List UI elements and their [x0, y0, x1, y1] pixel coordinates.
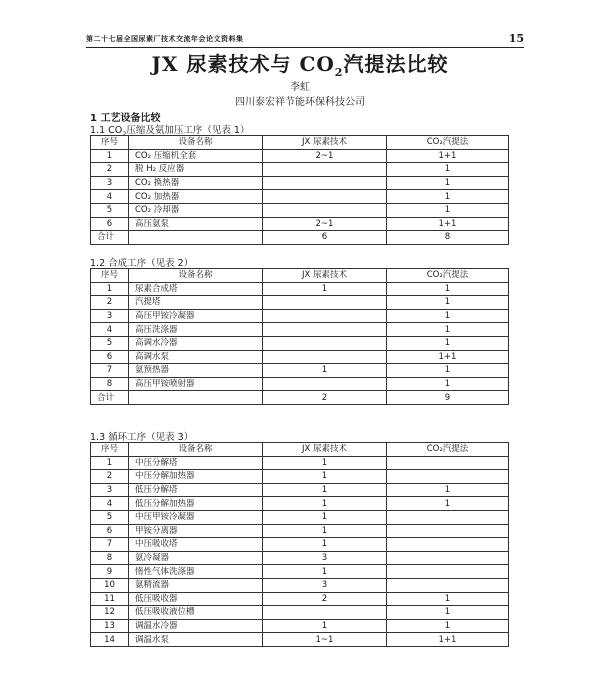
author-name: 李虹 — [290, 82, 310, 93]
jx-technology-cell — [263, 323, 387, 337]
co2-stripping-cell — [387, 470, 509, 484]
column-header: JX 尿素技术 — [263, 136, 387, 150]
jx-technology-cell: 1 — [263, 565, 387, 579]
jx-technology-cell — [263, 377, 387, 391]
equipment-name-cell: 高压甲铵喷射器 — [129, 377, 263, 391]
jx-technology-cell — [263, 350, 387, 364]
column-header: 设备名称 — [129, 269, 263, 283]
co2-stripping-cell — [387, 510, 509, 524]
co2-stripping-cell: 1 — [387, 497, 509, 511]
equipment-name-cell: 中压分解塔 — [129, 456, 263, 470]
row-number-cell: 13 — [91, 619, 129, 633]
table-row — [91, 323, 509, 337]
row-number-cell: 1 — [91, 149, 129, 163]
table-row — [91, 282, 509, 296]
jx-technology-cell: 2~1 — [263, 217, 387, 231]
table1 — [90, 135, 509, 245]
table-row — [91, 633, 509, 647]
equipment-name-cell: 高压氨泵 — [129, 217, 263, 231]
equipment-name-cell: 脱 H₂ 反应器 — [129, 163, 263, 177]
equipment-name-cell: CO₂ 冷却器 — [129, 203, 263, 217]
total-label-cell: 合计 — [91, 391, 129, 405]
equipment-name-cell: 高压洗涤器 — [129, 323, 263, 337]
table-row — [91, 565, 509, 579]
jx-technology-cell — [263, 203, 387, 217]
equipment-name-cell: 氨预热器 — [129, 364, 263, 378]
co2-stripping-cell: 1 — [387, 176, 509, 190]
equipment-name-cell: 低压分解塔 — [129, 483, 263, 497]
co2-stripping-cell: 8 — [387, 231, 509, 245]
co2-stripping-cell: 1+1 — [387, 350, 509, 364]
page-number: 15 — [508, 32, 524, 45]
caption-pre: 1.1 CO — [90, 125, 123, 136]
table-row — [91, 364, 509, 378]
row-number-cell: 12 — [91, 606, 129, 620]
row-number-cell: 1 — [91, 282, 129, 296]
co2-stripping-cell: 1 — [387, 309, 509, 323]
equipment-name-cell: 高调水泵 — [129, 350, 263, 364]
table-row — [91, 309, 509, 323]
total-label-cell: 合计 — [91, 231, 129, 245]
equipment-name-cell — [129, 391, 263, 405]
jx-technology-cell: 2 — [263, 592, 387, 606]
equipment-name-cell: 惰性气体洗涤器 — [129, 565, 263, 579]
table-row — [91, 377, 509, 391]
title-post: 汽提法比较 — [343, 52, 449, 76]
jx-technology-cell — [263, 190, 387, 204]
equipment-name-cell: 高压甲铵冷凝器 — [129, 309, 263, 323]
equipment-name-cell: 中压甲铵冷凝器 — [129, 510, 263, 524]
equipment-name-cell: 尿素合成塔 — [129, 282, 263, 296]
jx-technology-cell: 1 — [263, 510, 387, 524]
table-row — [91, 606, 509, 620]
co2-stripping-cell: 1 — [387, 592, 509, 606]
row-number-cell: 5 — [91, 203, 129, 217]
jx-technology-cell: 1 — [263, 364, 387, 378]
table-row — [91, 456, 509, 470]
jx-technology-cell: 1 — [263, 538, 387, 552]
equipment-name-cell: CO₂ 加热器 — [129, 190, 263, 204]
equipment-name-cell: 低压吸收液位槽 — [129, 606, 263, 620]
co2-stripping-cell: 1 — [387, 282, 509, 296]
column-header: CO₂汽提法 — [387, 269, 509, 283]
co2-stripping-cell: 1 — [387, 483, 509, 497]
journal-name: 第二十七届全国尿素厂技术交流年会论文资料集 — [86, 35, 244, 43]
table-row — [91, 217, 509, 231]
table-row — [91, 483, 509, 497]
table-row — [91, 190, 509, 204]
row-number-cell: 7 — [91, 538, 129, 552]
row-number-cell: 3 — [91, 483, 129, 497]
equipment-name-cell: 中压吸收塔 — [129, 538, 263, 552]
table-row — [91, 551, 509, 565]
equipment-name-cell: 氨精流器 — [129, 578, 263, 592]
row-number-cell: 4 — [91, 323, 129, 337]
row-number-cell: 10 — [91, 578, 129, 592]
section-heading: 1 工艺设备比较 — [90, 113, 161, 124]
caption-sub: 2 — [122, 129, 127, 138]
equipment-name-cell: 高调水冷器 — [129, 336, 263, 350]
table-header-row — [91, 269, 509, 283]
co2-stripping-cell: 9 — [387, 391, 509, 405]
jx-technology-cell: 2 — [263, 391, 387, 405]
table-row — [91, 149, 509, 163]
table-row — [91, 510, 509, 524]
equipment-name-cell: 汽提塔 — [129, 296, 263, 310]
equipment-name-cell: 氨冷凝器 — [129, 551, 263, 565]
equipment-name-cell: CO₂ 换热器 — [129, 176, 263, 190]
co2-stripping-cell — [387, 538, 509, 552]
jx-technology-cell: 1 — [263, 470, 387, 484]
co2-stripping-cell — [387, 456, 509, 470]
row-number-cell: 6 — [91, 524, 129, 538]
equipment-name-cell: 甲铵分离器 — [129, 524, 263, 538]
row-number-cell: 7 — [91, 364, 129, 378]
page-title — [0, 48, 600, 79]
equipment-name-cell: CO₂ 压缩机全套 — [129, 149, 263, 163]
jx-technology-cell — [263, 163, 387, 177]
jx-technology-cell: 6 — [263, 231, 387, 245]
equipment-name-cell: 调温水冷器 — [129, 619, 263, 633]
table-row — [91, 163, 509, 177]
table-row — [91, 296, 509, 310]
co2-stripping-cell: 1 — [387, 606, 509, 620]
equipment-name-cell: 低压吸收器 — [129, 592, 263, 606]
table3-caption: 1.3 循环工序（见表 3） — [90, 432, 194, 443]
jx-technology-cell — [263, 176, 387, 190]
jx-technology-cell: 1 — [263, 619, 387, 633]
co2-stripping-cell: 1 — [387, 377, 509, 391]
column-header: JX 尿素技术 — [263, 269, 387, 283]
table-row — [91, 524, 509, 538]
jx-technology-cell — [263, 296, 387, 310]
row-number-cell: 4 — [91, 190, 129, 204]
jx-technology-cell: 1 — [263, 282, 387, 296]
row-number-cell: 8 — [91, 551, 129, 565]
row-number-cell: 3 — [91, 309, 129, 323]
jx-technology-cell: 3 — [263, 578, 387, 592]
table-row — [91, 176, 509, 190]
co2-stripping-cell: 1+1 — [387, 149, 509, 163]
table-total-row — [91, 231, 509, 245]
row-number-cell: 5 — [91, 336, 129, 350]
table-header-row — [91, 443, 509, 457]
row-number-cell: 5 — [91, 510, 129, 524]
caption-post: 压缩及氨加压工序（见表 1） — [126, 125, 250, 136]
table-row — [91, 538, 509, 552]
co2-stripping-cell — [387, 565, 509, 579]
co2-stripping-cell: 1 — [387, 203, 509, 217]
table-row — [91, 203, 509, 217]
row-number-cell: 6 — [91, 350, 129, 364]
title-pre: JX 尿素技术与 CO — [151, 52, 335, 76]
equipment-name-cell: 调温水泵 — [129, 633, 263, 647]
table-row — [91, 578, 509, 592]
co2-stripping-cell: 1 — [387, 163, 509, 177]
row-number-cell: 8 — [91, 377, 129, 391]
row-number-cell: 2 — [91, 296, 129, 310]
table-row — [91, 497, 509, 511]
table-row — [91, 350, 509, 364]
table2 — [90, 268, 509, 405]
column-header: CO₂汽提法 — [387, 443, 509, 457]
table-header-row — [91, 136, 509, 150]
column-header: 序号 — [91, 269, 129, 283]
row-number-cell: 9 — [91, 565, 129, 579]
row-number-cell: 4 — [91, 497, 129, 511]
jx-technology-cell — [263, 336, 387, 350]
jx-technology-cell: 1 — [263, 456, 387, 470]
co2-stripping-cell: 1+1 — [387, 217, 509, 231]
row-number-cell: 2 — [91, 470, 129, 484]
jx-technology-cell: 1 — [263, 524, 387, 538]
jx-technology-cell: 1 — [263, 497, 387, 511]
column-header: 设备名称 — [129, 443, 263, 457]
co2-stripping-cell: 1 — [387, 364, 509, 378]
table2-caption: 1.2 合成工序（见表 2） — [90, 258, 194, 269]
jx-technology-cell: 3 — [263, 551, 387, 565]
co2-stripping-cell — [387, 578, 509, 592]
co2-stripping-cell: 1 — [387, 296, 509, 310]
column-header: JX 尿素技术 — [263, 443, 387, 457]
table-row — [91, 470, 509, 484]
column-header: 序号 — [91, 443, 129, 457]
column-header: 设备名称 — [129, 136, 263, 150]
author-affiliation: 四川泰宏祥节能环保科技公司 — [235, 97, 365, 108]
column-header: CO₂汽提法 — [387, 136, 509, 150]
table-row — [91, 336, 509, 350]
running-header — [86, 34, 524, 48]
jx-technology-cell: 1 — [263, 483, 387, 497]
title-sub: 2 — [334, 66, 344, 79]
row-number-cell: 6 — [91, 217, 129, 231]
equipment-name-cell: 低压分解加热器 — [129, 497, 263, 511]
co2-stripping-cell — [387, 551, 509, 565]
jx-technology-cell: 1~1 — [263, 633, 387, 647]
row-number-cell: 11 — [91, 592, 129, 606]
equipment-name-cell — [129, 231, 263, 245]
table-row — [91, 592, 509, 606]
equipment-name-cell: 中压分解加热器 — [129, 470, 263, 484]
co2-stripping-cell: 1 — [387, 190, 509, 204]
co2-stripping-cell: 1 — [387, 323, 509, 337]
row-number-cell: 1 — [91, 456, 129, 470]
jx-technology-cell — [263, 309, 387, 323]
co2-stripping-cell: 1 — [387, 619, 509, 633]
table3 — [90, 442, 509, 647]
row-number-cell: 2 — [91, 163, 129, 177]
table-row — [91, 619, 509, 633]
column-header: 序号 — [91, 136, 129, 150]
row-number-cell: 14 — [91, 633, 129, 647]
co2-stripping-cell: 1 — [387, 336, 509, 350]
table-total-row — [91, 391, 509, 405]
co2-stripping-cell: 1+1 — [387, 633, 509, 647]
jx-technology-cell — [263, 606, 387, 620]
jx-technology-cell: 2~1 — [263, 149, 387, 163]
row-number-cell: 3 — [91, 176, 129, 190]
co2-stripping-cell — [387, 524, 509, 538]
